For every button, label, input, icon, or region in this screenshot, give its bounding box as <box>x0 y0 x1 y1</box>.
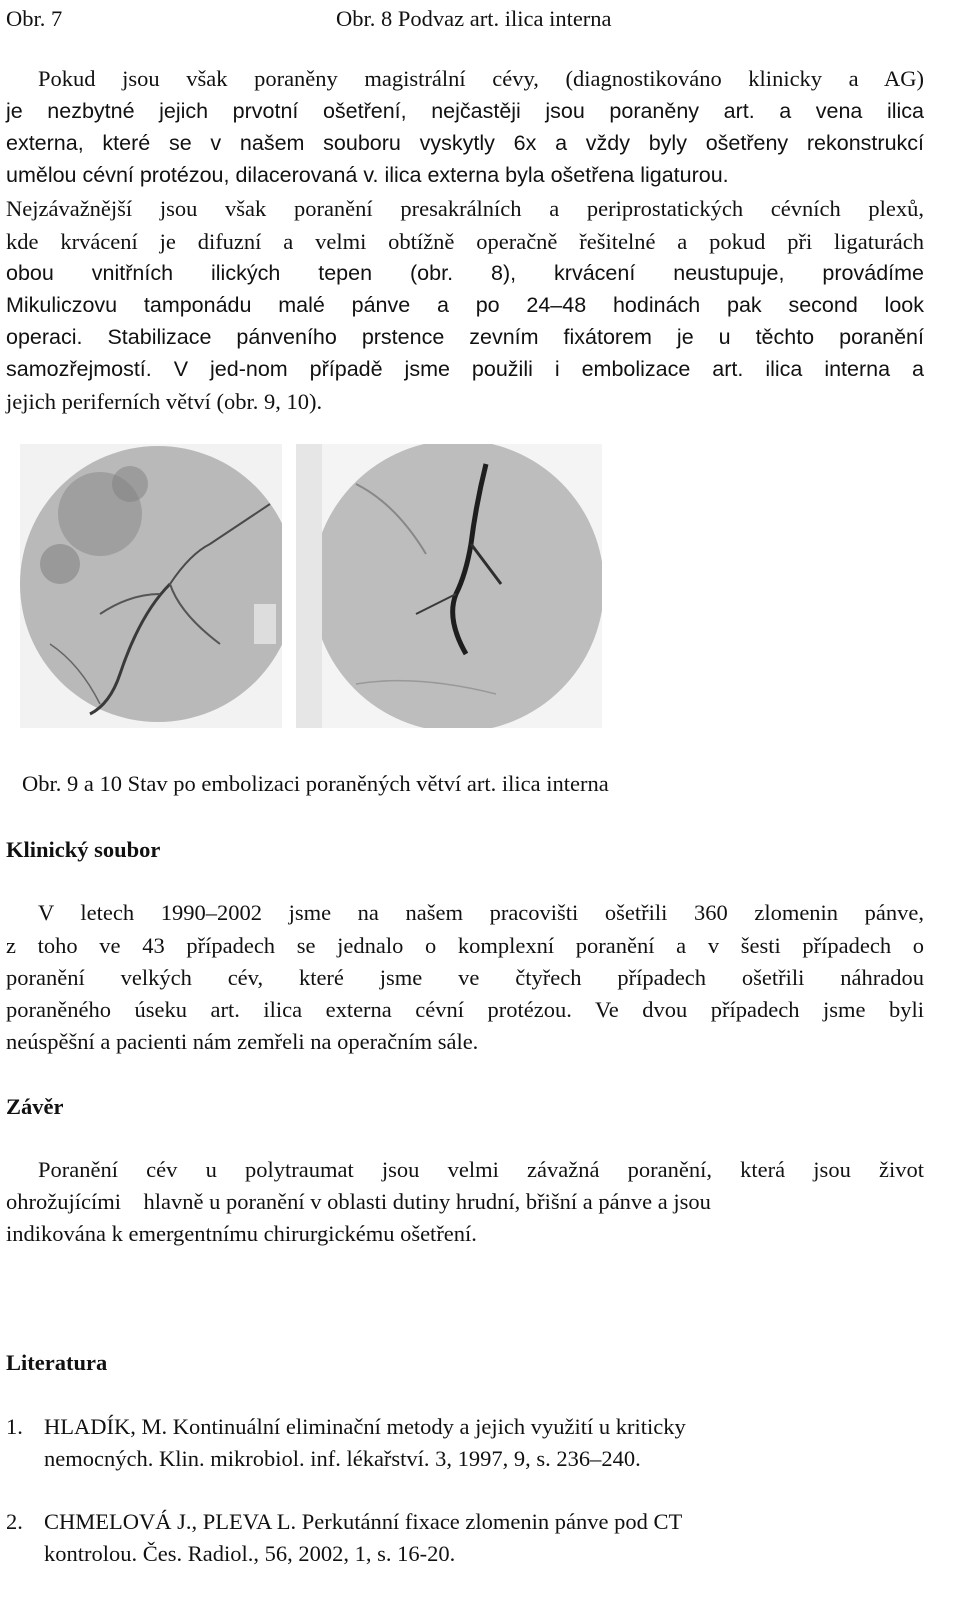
paragraph-line: Pokud jsou však poraněny magistrální cévy, (diagnostikováno klinicky a AG) <box>38 66 924 91</box>
reference-text: CHMELOVÁ J., PLEVA L. Perkutánní fixace zlomenin pánve pod CT <box>44 1509 683 1534</box>
paragraph-line: kde krvácení je difuzní a velmi obtížně operačně řešitelné a pokud při ligaturách <box>6 229 924 254</box>
section-heading-klinicky: Klinický soubor <box>6 837 161 862</box>
paragraph-line: je nezbytné jejich prvotní ošetření, nejčastěji jsou poraněny art. a vena ilica <box>6 99 924 123</box>
paragraph-line: jejich periferních větví (obr. 9, 10). <box>6 389 323 414</box>
reference-number: 1. <box>6 1414 23 1439</box>
reference-number: 2. <box>6 1509 23 1534</box>
paragraph-line: z toho ve 43 případech se jednalo o komplexní poranění a v šesti případech o <box>6 933 924 958</box>
paragraph-line: neúspěšní a pacienti nám zemřeli na operačním sále. <box>6 1029 479 1054</box>
paragraph-line: indikována k emergentnímu chirurgickému ošetření. <box>6 1221 477 1246</box>
reference-text: kontrolou. Čes. Radiol., 56, 2002, 1, s. 16-20. <box>44 1541 456 1566</box>
paragraph-line: ohrožujícími hlavně u poranění v oblasti dutiny hrudní, břišní a pánve a jsou <box>6 1189 711 1214</box>
paragraph-line: Poranění cév u polytraumat jsou velmi závažná poranění, která jsou život <box>38 1157 924 1182</box>
paragraph-line: obou vnitřních ilických tepen (obr. 8), krvácení neustupuje, provádíme <box>6 261 924 285</box>
paragraph-line: V letech 1990–2002 jsme na našem pracovišti ošetřili 360 zlomenin pánve, <box>38 900 924 925</box>
reference-text: nemocných. Klin. mikrobiol. inf. lékařství. 3, 1997, 9, s. 236–240. <box>44 1446 641 1471</box>
figure-8-caption: Obr. 8 Podvaz art. ilica interna <box>336 6 612 31</box>
paragraph-line: poraněného úseku art. ilica externa cévní protézou. Ve dvou případech jsme byli <box>6 997 924 1022</box>
paragraph-line: poranění velkých cév, které jsme ve čtyřech případech ošetřili náhradou <box>6 965 924 990</box>
angiogram-image-left <box>20 444 282 728</box>
paragraph-line: externa, které se v našem souboru vyskytly 6x a vždy byly ošetřeny rekonstrukcí <box>6 131 924 155</box>
paragraph-line: samozřejmostí. V jed-nom případě jsme použili i embolizace art. ilica interna a <box>6 357 924 381</box>
angiogram-image-right <box>296 444 602 728</box>
figure-7-caption: Obr. 7 <box>6 6 63 31</box>
paragraph-line: Nejzávažnější jsou však poranění presakrálních a periprostatických cévních plexů, <box>6 196 924 221</box>
paragraph-line: Mikuliczovu tamponádu malé pánve a po 24–48 hodinách pak second look <box>6 293 924 317</box>
reference-text: HLADÍK, M. Kontinuální eliminační metody a jejich využití u kriticky <box>44 1414 686 1439</box>
paragraph-line: operaci. Stabilizace pánveního prstence zevním fixátorem je u těchto poranění <box>6 325 924 349</box>
section-heading-zaver: Závěr <box>6 1094 64 1119</box>
figure-9-10-caption: Obr. 9 a 10 Stav po embolizaci poraněných větví art. ilica interna <box>22 771 609 796</box>
paragraph-line: umělou cévní protézou, dilacerovaná v. ilica externa byla ošetřena ligaturou. <box>6 163 729 187</box>
section-heading-literatura: Literatura <box>6 1350 108 1375</box>
